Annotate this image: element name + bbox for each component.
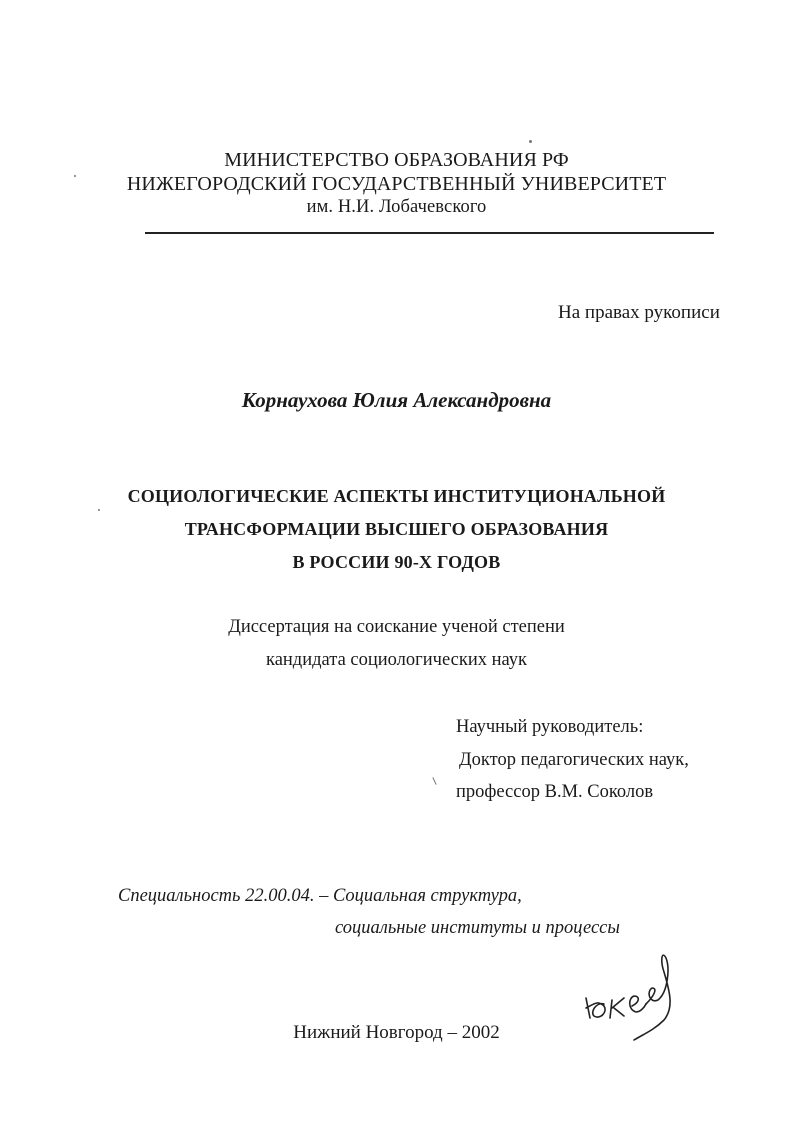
dissertation-line-2: кандидата социологических наук	[265, 650, 528, 670]
scan-speck	[432, 777, 436, 785]
scan-speck	[74, 175, 76, 177]
supervisor-label: Научный руководитель:	[456, 717, 644, 737]
title-line-1: СОЦИОЛОГИЧЕСКИЕ АСПЕКТЫ ИНСТИТУЦИОНАЛЬНОЙ	[127, 486, 666, 506]
city-year: Нижний Новгород – 2002	[293, 1022, 500, 1043]
title-line-2: ТРАНСФОРМАЦИИ ВЫСШЕГО ОБРАЗОВАНИЯ	[184, 519, 609, 539]
specialty-line-1: Специальность 22.00.04. – Социальная структура,	[118, 886, 522, 906]
supervisor-name: профессор В.М. Соколов	[456, 782, 654, 802]
scan-speck	[529, 140, 532, 143]
ministry-heading: МИНИСТЕРСТВО ОБРАЗОВАНИЯ РФ	[224, 149, 569, 171]
rights-note: На правах рукописи	[558, 302, 720, 323]
header-divider	[145, 232, 714, 234]
scan-speck	[98, 509, 100, 511]
university-named-after: им. Н.И. Лобачевского	[306, 197, 487, 217]
dissertation-line-1: Диссертация на соискание ученой степени	[228, 617, 565, 637]
specialty-line-2: социальные институты и процессы	[335, 918, 620, 938]
author-name: Корнаухова Юлия Александровна	[241, 388, 552, 412]
university-heading: НИЖЕГОРОДСКИЙ ГОСУДАРСТВЕННЫЙ УНИВЕРСИТЕТ	[126, 173, 667, 195]
supervisor-degree: Доктор педагогических наук,	[459, 750, 689, 770]
title-line-3: В РОССИИ 90-Х ГОДОВ	[292, 552, 501, 572]
